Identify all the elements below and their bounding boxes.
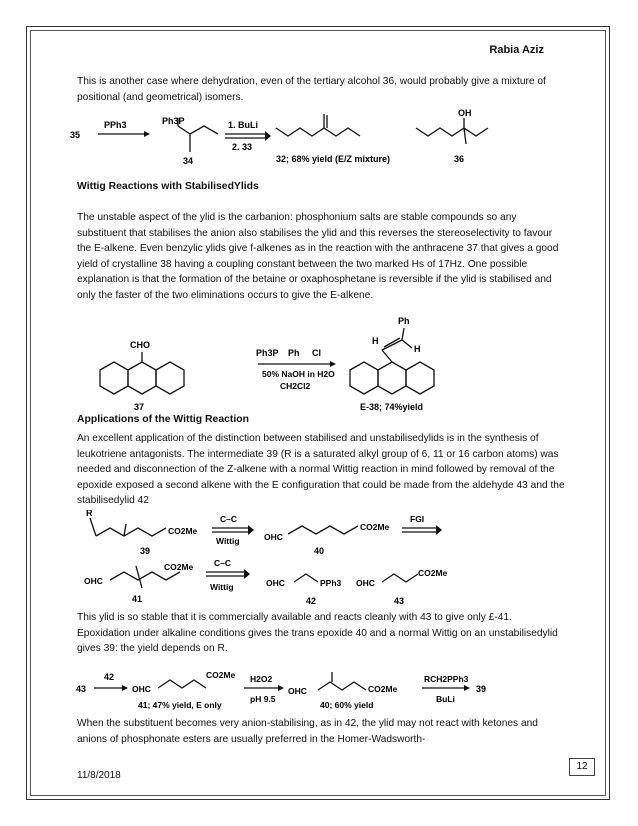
scheme-3-disconnection (80, 510, 520, 610)
r-label: R (86, 510, 93, 518)
h-left: H (372, 336, 379, 346)
product-32-yield: 32; 68% yield (E/Z mixture) (276, 154, 391, 164)
paragraph-anion-stabilising: When the substituent becomes very anion-stabilising, as in 42, the ylid may not react with ketones and anions of phosphonate esters are usually preferred in the Homer-Wadsworth- (77, 718, 538, 745)
scheme-2-anthracene (90, 314, 530, 414)
label-42: 42 (306, 596, 317, 606)
cond-ch2cl2: CH2Cl2 (280, 381, 311, 391)
heading-applications: Applications of the Wittig Reaction (77, 414, 249, 425)
yield-41: 41; 47% yield, E only (138, 700, 222, 710)
ph-label: Ph (398, 316, 410, 326)
label-37: 37 (134, 402, 145, 412)
co2me-39: CO2Me (168, 526, 198, 536)
ohc-41-product: OHC (132, 684, 151, 694)
oh-label: OH (458, 108, 472, 118)
paragraph-intro: This is another case where dehydration, even of the tertiary alcohol 36, would probably give a mixture of positional (and geometrical) isomers. (77, 76, 546, 103)
product-38-yield: E-38; 74%yield (360, 402, 424, 412)
label-43-start: 43 (76, 684, 87, 694)
reagent-ph3p: Ph3P (256, 348, 279, 358)
label-39-end: 39 (476, 684, 487, 694)
pph3-42: PPh3 (320, 578, 342, 588)
yield-40: 40; 60% yield (320, 700, 374, 710)
author-header: Rabia Aziz (489, 44, 544, 56)
cc-label-2: C–C (214, 558, 232, 568)
step-33: 2. 33 (232, 142, 253, 152)
paragraph-stabilised: The unstable aspect of the ylid is the carbanion: phosphonium salts are stable compounds so any substituent that stabilises the anion also stabilises the ylid and this reverses the stereoselectivity to favour the E-alkene. Even benzylic ylids give f-alkenes as in the reaction with the anthracene 37 that gives a good yield of crystalline 38 having a coupling constant between the two marked Hs of 17Hz. One possible explanation is that the formation of the betaine or oxaphosphetane is reversible if the ylid is stabilised and only the faster of the two eliminations occurs to give the E-alkene. (77, 212, 559, 301)
ylid-ph3p: Ph3P (162, 116, 185, 126)
wittig-label-2: Wittig (210, 582, 234, 592)
ohc-42: OHC (266, 578, 285, 588)
label-34: 34 (183, 156, 194, 166)
co2me-41: CO2Me (164, 562, 194, 572)
label-43: 43 (394, 596, 405, 606)
rch2pph3-label: RCH2PPh3 (424, 674, 469, 684)
reagent-pph3: PPh3 (104, 120, 127, 130)
co2me-41-product: CO2Me (206, 670, 236, 680)
ohc-40-product: OHC (288, 686, 307, 696)
ohc-41: OHC (84, 576, 103, 586)
ph-9-5: pH 9.5 (250, 694, 276, 704)
page-number: 12 (569, 758, 595, 776)
label-36: 36 (454, 154, 465, 164)
label-40: 40 (314, 546, 325, 556)
paragraph-ylid-stable: This ylid is so stable that it is commercially available and reacts cleanly with 43 to give only £-41. Epoxidation under alkaline conditions gives the trans epoxide 40 and a normal Wittig on an unstabilisedylid gives 39: the yield depends on R. (77, 612, 558, 655)
step-buli: 1. BuLi (228, 120, 259, 130)
scheme-1-wittig-alkylidene (70, 104, 550, 174)
label-41: 41 (132, 594, 143, 604)
co2me-40: CO2Me (360, 522, 390, 532)
cc-label-1: C–C (220, 514, 238, 524)
co2me-43: CO2Me (418, 568, 448, 578)
reagent-cl: Cl (312, 348, 321, 358)
scheme-4-synthesis (74, 666, 534, 716)
reagent-ph: Ph (288, 348, 300, 358)
footer-date: 11/8/2018 (77, 770, 121, 781)
buli-label: BuLi (436, 694, 455, 704)
paragraph-applications: An excellent application of the distinction between stabilised and unstabilisedylids is in the synthesis of leukotriene antagonists. The intermediate 39 (R is a saturated alkyl group of 6, 11 or 16 carbon atoms) was needed and disconnection of the Z-alkene with a normal Wittig reaction in mind followed by removal of the epoxide exposed a second alkene with the E configuration that could be made from the aldehyde 43 and the stabilisedylid 42 (77, 433, 565, 507)
h-right: H (414, 344, 421, 354)
label-39: 39 (140, 546, 151, 556)
ohc-43: OHC (356, 578, 375, 588)
label-35: 35 (70, 130, 81, 140)
wittig-label-1: Wittig (216, 536, 240, 546)
label-42-over: 42 (104, 672, 115, 682)
cho-label: CHO (130, 340, 150, 350)
cond-naoh: 50% NaOH in H2O (262, 369, 335, 379)
heading-stabilised-ylids: Wittig Reactions with StabilisedYlids (77, 181, 259, 192)
h2o2-label: H2O2 (250, 674, 273, 684)
fgi-label: FGI (410, 514, 425, 524)
ohc-40: OHC (264, 532, 283, 542)
co2me-40-product: CO2Me (368, 684, 398, 694)
